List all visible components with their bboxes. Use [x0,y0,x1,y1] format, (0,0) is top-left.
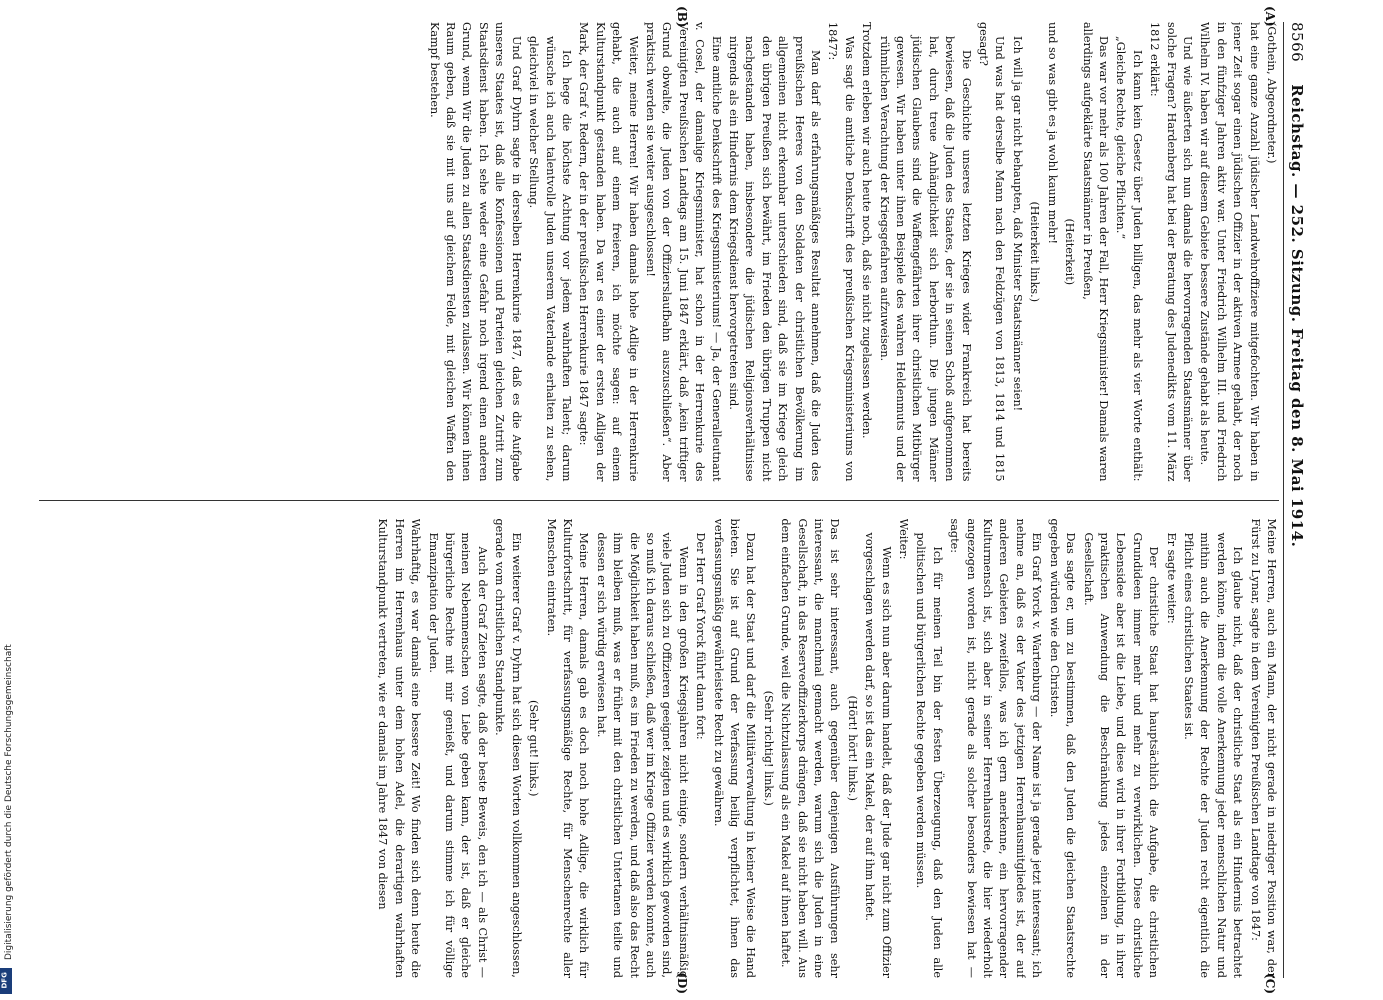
left-column-paragraph: hat eine ganze Anzahl jüdischer Landwehroffiziere mitgefochten. Wir haben in jener Zeit sogar einen jüdischen Offizier in der aktiven Armee gehabt, der noch in den fünfziger Jahren aktiv war. Unter Friedrich Wilhelm III. und Friedrich Wilhelm IV. haben wir auf diesem Gebiete bessere Zustände gehabt als heute. [1198,22,1261,482]
right-column-paragraph: Das ist sehr interessant, auch gegenüber denjenigen Ausführungen sehr interessant, die manchmal gemacht werden, warum sich die Juden in eine Gesellschaft, in das Reserveoffizierkorps drängen, daß sie nicht haben will. Aus dem einfachen Grunde, weil die Nichtzulassung als ein Makel auf ihnen haftet. [779,518,842,978]
left-column-paragraph: Man darf als erfahrungsmäßiges Resultat annehmen, daß die Juden des preußischen Heeres von den Soldaten der christlichen Bevölkerung im allgemeinen nicht erkennbar unterschieden sind, daß sie im Kriege gleich den übrigen Preußen sich bewährt, im Frieden den übrigen Truppen nicht nachgestanden haben, insbesondere die jüdischen Religionsverhältnisse nirgends als ein Hindernis dem Kriegsdienst hervorgetreten sind. [727,36,823,482]
margin-mark-a: (A) [1263,6,1277,27]
text-columns [39,6,1279,994]
right-column-paragraph: Wahrhaftig, es war damals eine bessere Zeit! Wo finden sich denn heute die Herren im Herrenhaus unter dem hohen Adel, die derartigen wahrhaften Kulturstandpunkt vertreten, wie er damals im Jahre 1847 von diesen [376,518,423,978]
right-column-paragraph: Ein weiterer Graf v. Dyhrn hat sich diesen Worten vollkommen angeschlossen, gerade vom christlichen Standpunkte. [493,518,523,978]
right-column-paragraph: Meine Herren, auch ein Mann, der nicht gerade in niedriger Position war, der Fürst zu Lynar, sagte in dem Vereinigten Preußischen Landtage von 1847: [1248,518,1278,978]
left-column-paragraph: (Gothein, Abgeordneter.) [1265,22,1278,164]
right-column-paragraph: Dazu hat der Staat und darf die Militärverwaltung in keiner Weise die Hand bieten. Sie ist auf Grund der Verfassung heilig verpflichtet, ihnen das verfassungsmäßig gewährleistete Recht zu gewähren. [711,518,758,978]
left-column-paragraph: Und Graf Dyhrn sagte in derselben Herrenkurie 1847, daß es die Aufgabe unseres Staates ist, daß alle Konfessionen und Parteien gleichen Zutritt zum Staatsdienst haben. Ich sehe weder eine Gefahr noch irgend einen anderen Grund, wenn Wir die Juden zu allen Staatsdiensten zulassen. Wir können ihnen Raum geben, daß sie mit uns auf gleichem Felde, mit gleichen Waffen den Kampf bestehen. [427,22,523,482]
right-column-paragraph: (Sehr richtig! links.) [761,690,775,806]
right-column-paragraph: Auch der Graf Zieten sagte, daß der beste Beweis, den ich — als Christ — meinen Nebenmenschen von Liebe geben kann, der ist, daß er gleiche bürgerliche Rechte mit mir genießt, und darum stimme ich für völlige Emanzipation der Juden. [426,532,489,978]
right-column-paragraph: (Hört! hört! links.) [845,695,859,801]
left-column-paragraph: Ich kann kein Gesetz über Juden billigen, das mehr als vier Worte enthält: „Gleiche Rechte, gleiche Pflichten.“ [1114,36,1144,482]
left-column-paragraph: Weiter, meine Herren! Wir haben damals hohe Adlige in der Herrenkurie gehabt, die auch auf einem freieren, ich möchte sagen: auf einem Kulturstandpunkt gestanden haben. Da war es einer der ersten Adligen der Mark, der Graf v. Redern, der in der preußischen Herrenkurie 1847 sagte: [577,22,640,482]
column-divider [39,500,1279,501]
left-column-paragraph: Trotzdem erleben wir auch heute noch, daß sie nicht zugelassen werden. [860,22,874,439]
left-column-paragraph: (Heiterkeit) [1063,218,1077,286]
right-column [39,519,1279,979]
left-column-paragraph: (Heiterkeit links.) [1028,201,1042,303]
right-column-paragraph: Meine Herren, damals gab es doch noch hohe Adlige, die wirklich für Kulturfortschritt, für verfassungsmäßige Rechte, für Menschenrechte aller Menschen eintraten. [544,518,591,978]
dfg-logo [0,968,12,994]
right-column-paragraph: Der christliche Staat hat hauptsächlich die Aufgabe, die christlichen Grundideen immer mehr und mehr zu verwirklichen. Diese christliche Lebensidee aber ist die Liebe, und diese wird in ihrer Fortbildung, in ihrer praktischen Anwendung die Beschränkung jedes einzelnen in der Gesellschaft. [1081,532,1161,978]
right-column-paragraph: Weiter: [897,518,911,560]
right-column-paragraph: Der Herr Graf Yorck führt dann fort: [694,532,708,740]
right-column-paragraph: Ein Graf Yorck v. Wartenburg — der Name ist ja gerade jetzt interessant; ich nehme an, daß es der Vater des jetzigen Herrenhausmitgliedes ist, der auf anderen Gebieten zweifellos, was ich gern anerkenne, ein hervorragender Kulturmensch ist, sich aber in seiner Herrenhausrede, die hier wiederholt angezogen worden ist, nicht gerade als solcher besonders bewiesen hat — sagte: [948,518,1044,978]
dfg-logo-text: DFG [0,972,9,989]
left-column [39,22,1279,482]
right-column-paragraph: Wenn in den großen Kriegsjahren nicht einige, sondern verhältnismäßig viele Juden sich zu Offizieren geeignet zeigten und es wirklich geworden sind, so muß ich daraus schließen, daß wer im Kriege Offizier werden konnte, auch die Möglichkeit haben muß, es im Frieden zu werden, und daß also das Recht ihm bleiben muß, was er früher mit den christlichen Untertanen teilte und dessen er sich würdig erwiesen hat. [594,532,690,978]
page-header [1283,22,1306,978]
left-column-paragraph: Und was hat derselbe Mann nach den Feldzügen von 1813, 1814 und 1815 gesagt? [977,22,1007,482]
right-column-paragraph: Ich glaube nicht, daß der christliche Staat als ein Hindernis betrachtet werden könne, indem die volle Anerkennung jeder menschlichen Natur und mithin auch die Anerkennung der Rechte der Juden recht eigentlich die Pflicht eines christlichen Staates ist. [1181,532,1245,978]
left-column-paragraph: Was sagt die amtliche Denkschrift des preußischen Kriegsministeriums von 1847?: [826,22,856,482]
left-column-paragraph: Ich will ja gar nicht behaupten, daß Minister Staatsmänner seien! [1010,36,1024,412]
left-column-paragraph: Eine amtliche Denkschrift des Kriegsministeriums! — Ja, der Generalleutnant v. Cosel, der damalige Kriegsminister, hat schon in der Herrenkurie des Vereinigten Preußischen Landtags am 15. Juni 1847 erklärt, daß „kein triftiger Grund obwalte, die Juden von der Offizierslaufbahn auszuschließen“. Aber praktisch werden sie weiter ausgeschlossen! [643,22,723,482]
digitization-note: Digitalisierung gefördert durch die Deutsche Forschungsgemeinschaft [4,644,14,960]
running-title: Reichstag. — 252. Sitzung. Freitag den 8. Mai 1914. [1288,84,1306,548]
left-column-paragraph: Und wie äußerten sich nun damals die hervorragenden Staatsmänner über solche Fragen? Hardenberg hat bei der Beratung des Judenedikts vom 11. März 1812 erklärt: [1148,22,1194,482]
margin-mark-d: (D) [675,972,689,994]
right-column-paragraph: Er sagte weiter: [1164,532,1178,624]
right-column-paragraph: Das sagte er, um zu bestimmen, daß den Juden die gleichen Staatsrechte gegeben würden wie den Christen. [1047,518,1078,978]
left-column-paragraph: Das war vor mehr als 100 Jahren der Fall, Herr Kriegsminister! Damals waren allerdings aufgeklärte Staatsmänner in Preußen, [1080,22,1110,482]
margin-mark-b: (B) [675,6,689,28]
left-column-paragraph: Die Geschichte unseres letzten Krieges wider Frankreich hat bereits bewiesen, daß die Juden des Staates, der sie in seinen Schoß aufgenommen hat, durch treue Anhänglichkeit sich herborthun. Die jungen Männer jüdischen Glaubens sind die Waffengefährten ihrer christlichen Mitbürger gewesen. Wir haben unter ihnen Beispiele des wahren Heldenmuts und der rühmlichen Verachtung der Kriegsgefahren aufzuweisen. [877,36,973,482]
left-column-paragraph: Ich hege die höchste Achtung vor jedem wahrhaften Talent; darum wünsche ich auch talentvolle Juden unserem Vaterlande erhalten zu sehen, gleichviel in welcher Stellung. [527,36,573,482]
page-number: 8566 [1288,22,1306,63]
right-column-paragraph: (Sehr gut! links.) [527,700,541,797]
right-column-paragraph: Ich für meinen Teil bin der festen Überzeugung, daß den Juden alle politischen und bürgerlichen Rechte gegeben werden müssen. [914,532,944,978]
right-column-paragraph: Wenn es sich nun aber darum handelt, daß der Jude gar nicht zum Offizier vorgeschlagen werden darf, so ist das ein Makel, der auf ihm haftet. [863,532,893,978]
margin-mark-c: (C) [1263,973,1277,994]
left-column-paragraph: und so was gibt es ja wohl kaum mehr! [1045,22,1059,245]
